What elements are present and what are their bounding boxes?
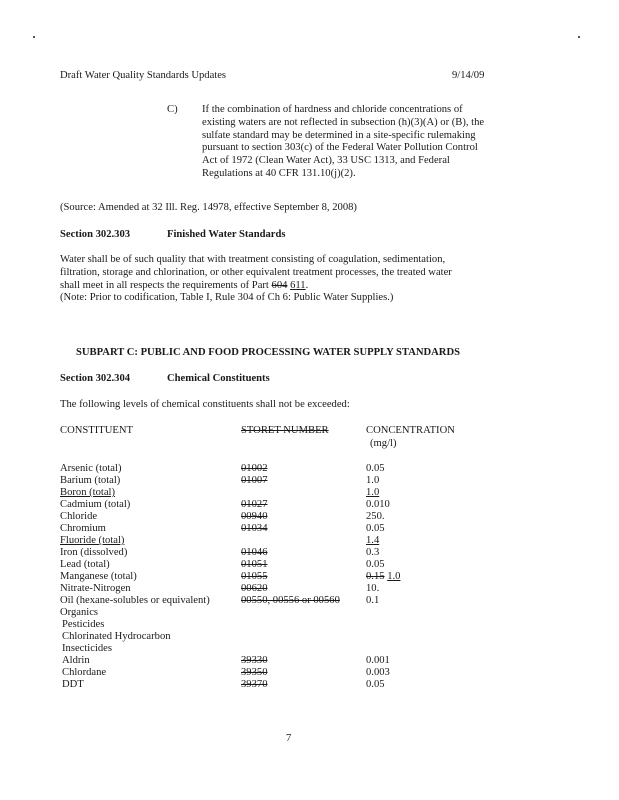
constituent-name: Arsenic (total): [60, 463, 122, 474]
table-row: [60, 595, 580, 607]
storet-number: 01051: [241, 559, 268, 570]
table-row: [60, 463, 580, 475]
storet-number: 39330: [241, 655, 268, 666]
table-row: [60, 655, 580, 667]
concentration-value: 0.1: [366, 595, 380, 606]
section-303-title: Finished Water Standards: [167, 229, 286, 240]
concentration-value: 0.05: [366, 463, 385, 474]
item-c-label: C): [167, 104, 178, 115]
constituent-name: Chloride: [60, 511, 98, 522]
storet-number: 01007: [241, 475, 268, 486]
constituent-name: DDT: [62, 679, 84, 690]
concentration-value: 0.010: [366, 499, 390, 510]
constituent-name: Chlorinated Hydrocarbon: [62, 631, 171, 642]
constituent-name: Pesticides: [62, 619, 105, 630]
table-row: [60, 487, 580, 499]
constituent-name: Cadmium (total): [60, 499, 131, 510]
concentration-value: 1.0: [366, 487, 380, 498]
section-304-number: Section 302.304: [60, 373, 131, 384]
concentration-value: 0.05: [366, 523, 385, 534]
inserted-part-number: 611: [290, 279, 306, 291]
constituent-name: Insecticides: [62, 643, 113, 654]
section-303-body: [60, 254, 452, 305]
table-row: [60, 607, 580, 619]
table-row: [60, 511, 580, 523]
storet-number: 01027: [241, 499, 268, 510]
table-intro: The following levels of chemical constituents shall not be exceeded:: [60, 399, 350, 410]
table-row: [60, 523, 580, 535]
constituent-name: Barium (total): [60, 475, 121, 486]
section-303-line-3: [60, 280, 452, 293]
item-c-line: pursuant to section 303(c) of the Federal Water Pollution Control: [202, 142, 478, 154]
constituent-name: Fluoride (total): [60, 535, 125, 546]
storet-number: 01046: [241, 547, 268, 558]
storet-number: 01055: [241, 571, 268, 582]
concentration-value: 250.: [366, 511, 385, 522]
subpart-heading: SUBPART C: PUBLIC AND FOOD PROCESSING WATER SUPPLY STANDARDS: [76, 347, 461, 358]
table-row: [60, 559, 580, 571]
page-number: 7: [286, 733, 292, 744]
section-303-number: Section 302.303: [60, 229, 131, 240]
storet-number: 39370: [241, 679, 268, 690]
item-c-text: [202, 104, 484, 181]
constituent-name: Lead (total): [60, 559, 110, 570]
concentration-value: 1.0: [387, 571, 401, 582]
deleted-part-number: 604: [271, 279, 288, 291]
item-c-line: existing waters are not reflected in subsection (h)(3)(A) or (B), the: [202, 116, 485, 128]
constituent-name: Chromium: [60, 523, 106, 534]
concentration-value: 0.001: [366, 655, 390, 666]
table-row: [60, 631, 580, 643]
table-row: [60, 679, 580, 691]
storet-number: 39350: [241, 667, 268, 678]
storet-number: 01002: [241, 463, 268, 474]
concentration-cell: [366, 571, 400, 582]
table-row: [60, 547, 580, 559]
item-c-line: Regulations at 40 CFR 131.10(j)(2).: [202, 167, 356, 179]
section-303-note: (Note: Prior to codification, Table I, Rule 304 of Ch 6: Public Water Supplies.): [60, 292, 394, 304]
col-header-constituent: CONSTITUENT: [60, 425, 133, 436]
line3-suffix: .: [305, 279, 309, 291]
table-row: [60, 535, 580, 547]
table-row: [60, 583, 580, 595]
table-row: [60, 667, 580, 679]
table-row: [60, 499, 580, 511]
constituent-name: Oil (hexane-solubles or equivalent): [60, 595, 210, 606]
item-c-line: If the combination of hardness and chloride concentrations of: [202, 104, 463, 115]
table-row: [60, 619, 580, 631]
storet-number: 01034: [241, 523, 268, 534]
scan-speck-left: [33, 36, 35, 38]
storet-number: 00940: [241, 511, 268, 522]
item-c-line: Act of 1972 (Clean Water Act), 33 USC 1313, and Federal: [202, 155, 450, 167]
concentration-value: 0.05: [366, 679, 385, 690]
constituent-name: Manganese (total): [60, 571, 137, 582]
concentration-value: 0.003: [366, 667, 390, 678]
header-title: Draft Water Quality Standards Updates: [60, 70, 227, 81]
table-row: [60, 643, 580, 655]
table-row: [60, 475, 580, 487]
item-c-line: sulfate standard may be determined in a site-specific rulemaking: [202, 129, 476, 141]
concentration-value: 0.05: [366, 559, 385, 570]
constituent-name: Nitrate-Nitrogen: [60, 583, 131, 594]
section-303-line: filtration, storage and chlorination, or other equivalent treatment processes, the treated water: [60, 266, 452, 278]
constituent-name: Chlordane: [62, 667, 107, 678]
header-date: 9/14/09: [452, 70, 485, 81]
constituent-name: Organics: [60, 607, 99, 618]
constituent-name: Boron (total): [60, 487, 116, 498]
section-303-line: Water shall be of such quality that with treatment consisting of coagulation, sedimentation,: [60, 254, 446, 265]
section-304-title: Chemical Constituents: [167, 373, 270, 384]
storet-number: 00550, 00556 or 00560: [241, 595, 340, 606]
scan-speck-right: [578, 36, 580, 38]
col-header-concentration: CONCENTRATION: [366, 425, 455, 436]
constituent-name: Aldrin: [62, 655, 90, 666]
table-row: [60, 571, 580, 583]
concentration-deleted: 0.15: [366, 571, 385, 582]
constituent-name: Iron (dissolved): [60, 547, 128, 558]
col-header-storet: STORET NUMBER: [241, 425, 329, 436]
col-header-units: (mg/l): [370, 438, 397, 449]
source-note: (Source: Amended at 32 Ill. Reg. 14978, effective September 8, 2008): [60, 202, 357, 213]
line3-prefix: shall meet in all respects the requirements of Part: [60, 279, 272, 291]
concentration-value: 1.0: [366, 475, 380, 486]
concentration-value: 10.: [366, 583, 380, 594]
storet-number: 00620: [241, 583, 268, 594]
concentration-value: 1.4: [366, 535, 380, 546]
concentration-value: 0.3: [366, 547, 380, 558]
